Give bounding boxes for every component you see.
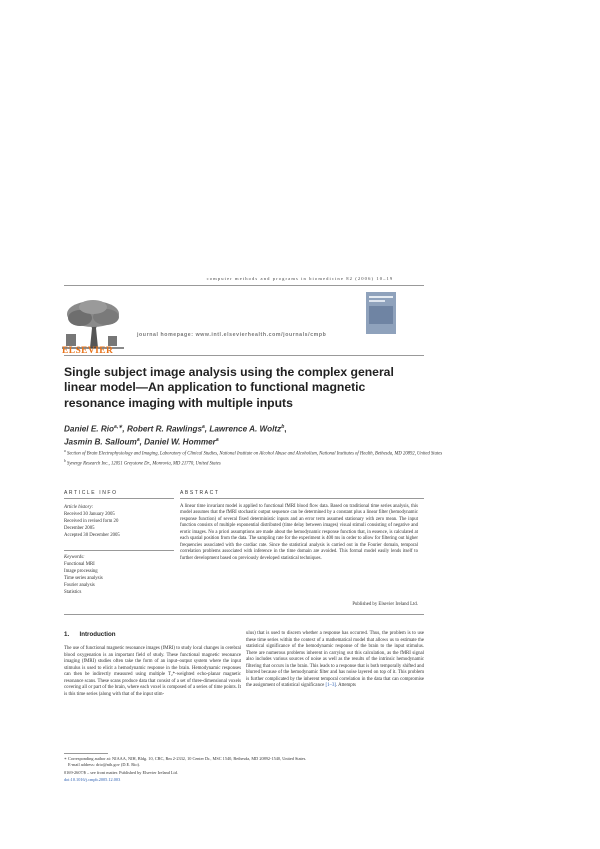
- journal-cover-image: [366, 292, 396, 334]
- history-accepted: Accepted 30 December 2005: [64, 533, 120, 538]
- author-rawlings: , Robert R. Rawlings: [122, 424, 203, 434]
- journal-homepage: [137, 332, 326, 338]
- abstract-heading: ABSTRACT: [180, 490, 220, 496]
- intro-section-title: Introduction: [79, 631, 116, 638]
- author-line-1: Daniel E. Rio$^{a,∗}$, Robert R. Rawlings$^a$, Lawrence A. Woltz$^b$,: [64, 424, 287, 434]
- intro-col2-text-end: . Attempts: [336, 683, 356, 689]
- author-list: [64, 422, 364, 447]
- intro-column-1: The use of functional magnetic resonance images (fMRI) to study local changes in cerebral blood oxygenation is an important field of study. These functional magnetic resonance imaging (fMRI) studies often take the form of an input–output system where the input stimulus is used to elicit a hemodynamic response in the brain. Hemodynamic responses can then be indirectly measured using multiple T₂*-weighted echo-planar magnetic resonance scans. These scans produce data that consist of a set of three-dimensional voxels covering all or part of the brain, where each voxel is composed of a series of time points. It is this time series (along with that of the input stim-: [64, 646, 241, 697]
- cover-title-bar: [369, 296, 393, 298]
- author-hommer-sup: a: [215, 436, 219, 443]
- history-label: Article history:: [64, 505, 94, 510]
- footnotes: [64, 756, 484, 783]
- footnote-divider: [64, 753, 108, 754]
- keyword-item: Time series analysis: [64, 576, 103, 581]
- author-rio-sup: a,∗: [114, 424, 123, 430]
- doi-link[interactable]: doi:10.1016/j.cmpb.2005.12.003: [64, 776, 121, 782]
- cover-image-panel: [369, 306, 393, 324]
- author-woltz: , Lawrence A. Woltz: [204, 424, 282, 434]
- keyword-item: Image processing: [64, 569, 98, 574]
- affiliation-b: $^b$ Synergy Research Inc., 12051 Greystone Dr., Monrovia, MD 21770, United States: [64, 458, 221, 467]
- author-woltz-sup: b: [281, 424, 285, 430]
- history-revised-date: December 2005: [64, 526, 95, 531]
- author-salloum-sup: a: [136, 436, 140, 443]
- keyword-item: Fourier analysis: [64, 583, 95, 588]
- abstract-divider: [180, 498, 424, 499]
- article-history: [64, 504, 174, 539]
- keyword-item: Functional MRI: [64, 562, 95, 567]
- homepage-link[interactable]: www.intl.elsevierhealth.com/journals/cmpb: [195, 332, 327, 338]
- article-title: Single subject image analysis using the complex general linear model—An application to functional magnetic resonance imaging with multiple inputs: [64, 365, 394, 410]
- author-line-2: [64, 435, 364, 448]
- citation-link[interactable]: [1–3]: [325, 683, 336, 689]
- history-revised: Received in revised form 20: [64, 519, 119, 524]
- abstract-end-divider: [64, 614, 424, 615]
- keyword-item: Statistics: [64, 590, 82, 595]
- author-salloum: Jasmin B. Salloum: [64, 437, 137, 447]
- author-hommer: , Daniel W. Hommer: [139, 437, 216, 447]
- elsevier-wordmark: ELSEVIER: [62, 346, 114, 356]
- affiliations: [64, 448, 484, 467]
- intro-col2-text: ulus) that is used to discern whether a response has occurred. Thus, the problem is to use these time series within the context of a mathematical model that allows us to estimate the statistical significance of the hemodynamic response of the brain to the input stimulus. There are numerous problems inherent in carrying out this calculation, as the fMRI signal also includes various sources of noise as well as the results of the intrinsic hemodynamic filtering that occurs in the brain. This leads to a response that is both temporally shifted and blurred because of the hemodynamic filter and has noise layered on top of it. This problem is further complicated by the inherent temporal correlation in the data that can compromise the assignment of statistical significance: [246, 631, 424, 689]
- intro-heading: [64, 631, 116, 638]
- masthead-divider: [64, 355, 424, 356]
- abstract-text: A linear time invariant model is applied to functional fMRI blood flow data. Based on traditional time series analysis, this model assumes that the fMRI stochastic output sequence can be determined by a constant plus a linear filter (hemodynamic response function) of several fixed deterministic inputs and an error term assumed stationary with zero mean. The input function consists of multiple exponential distributed (time delay between images) visual stimuli consisting of negative and erotic images. No a priori assumptions are made about the hemodynamic response function that, in essence, is calculated at each spatial position from the data. The sampling rate for the experiment is 400 ms in order to allow for filtering out higher frequencies associated with the cardiac rate. Since the statistical analysis is carried out in the Fourier domain, temporal correlation problems associated with inference in the time domain are avoided. This formal model easily lends itself to further development based on previously developed statistical techniques.: [180, 504, 418, 561]
- article-info-heading: ARTICLE INFO: [64, 490, 118, 496]
- author-rawlings-sup: a: [202, 424, 205, 430]
- keywords-divider: [64, 550, 174, 551]
- journal-header: computer methods and programs in biomedicine 82 (2006) 10–19: [206, 276, 394, 281]
- affiliation-a: $^a$ Section of Brain Electrophysiology and Imaging, Laboratory of Clinical Studies, National Institute on Alcohol Abuse and Alcoholism, National Institutes of Health, Bethesda, MD 20892, United States: [64, 449, 443, 457]
- intro-column-2: [246, 631, 424, 690]
- email-note: E-mail address: drio@nih.gov (D.E. Rio).: [68, 762, 140, 768]
- author-rio: Daniel E. Rio: [64, 424, 115, 434]
- keywords-label: Keywords:: [64, 555, 85, 560]
- intro-section-number: 1.: [64, 631, 70, 638]
- history-received: Received 30 January 2005: [64, 512, 115, 517]
- cover-subtitle-bar: [369, 300, 385, 302]
- keywords: [64, 554, 174, 596]
- issn-note: 0169-2607/$ – see front matter. Published by Elsevier Ireland Ltd.: [64, 770, 178, 776]
- homepage-label: journal homepage:: [137, 332, 194, 338]
- article-info-divider: [64, 498, 174, 499]
- abstract-published: Published by Elsevier Ireland Ltd.: [352, 602, 418, 607]
- header-divider: [64, 285, 424, 286]
- corresponding-author-note: ∗ Corresponding author at: NIAAA, NIH, Bldg. 10, CRC, Rm 2-2332, 10 Center Dr., MSC 1540, Bethesda, MD 20892-1540, United States.: [64, 756, 307, 761]
